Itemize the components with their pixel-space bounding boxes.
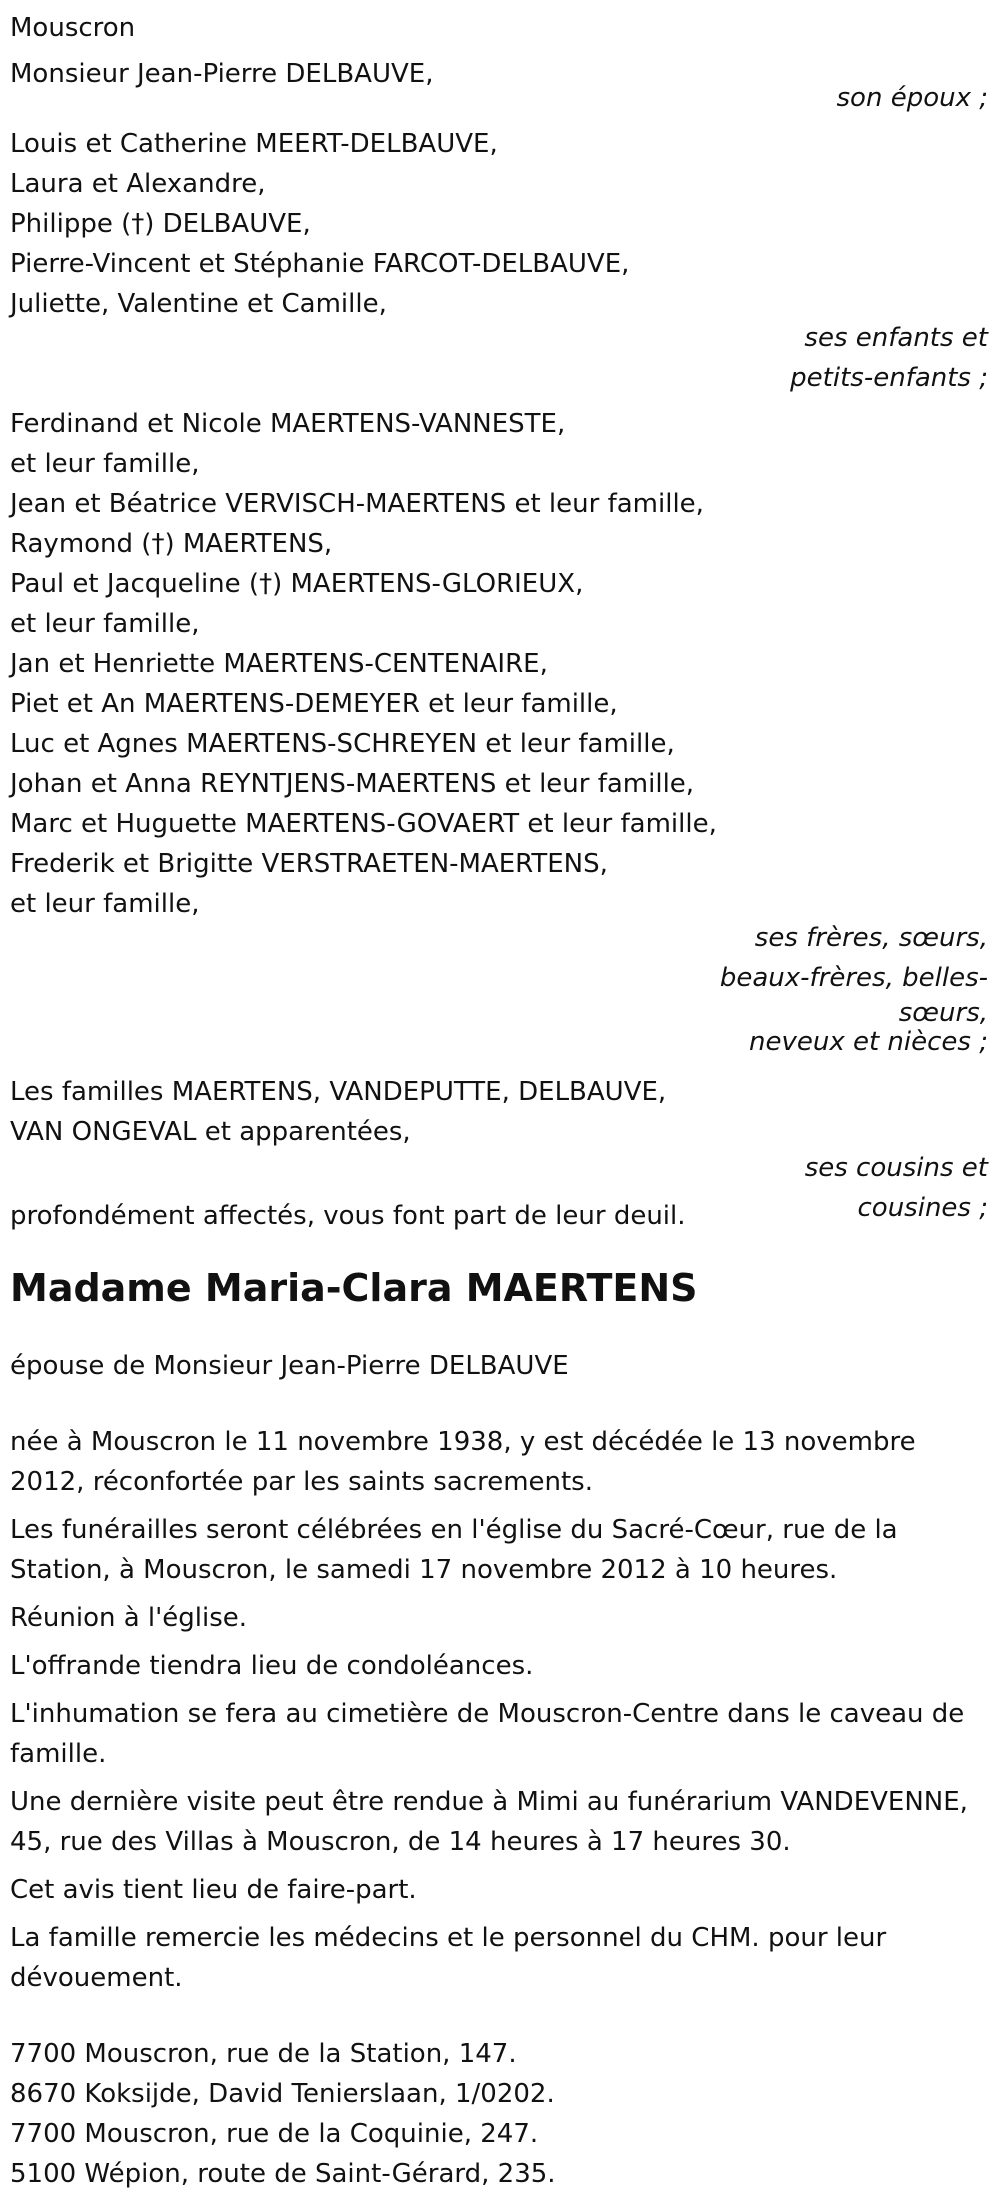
paragraph: L'inhumation se fera au cimetière de Mouscron-Centre dans le caveau de famille.	[10, 1699, 965, 1769]
paragraph: née à Mouscron le 11 novembre 1938, y est décédée le 13 novembre 2012, réconfortée par les saints sacrements.	[10, 1427, 916, 1497]
paragraph: Réunion à l'église.	[10, 1603, 248, 1633]
paragraph: Les funérailles seront célébrées en l'église du Sacré-Cœur, rue de la Station, à Mouscron, le samedi 17 novembre 2012 à 10 heures.	[10, 1515, 898, 1585]
sibling-line: Jan et Henriette MAERTENS-CENTENAIRE,	[10, 649, 548, 679]
relation-line: beaux-frères, belles-	[719, 963, 988, 993]
paragraph: Cet avis tient lieu de faire-part.	[10, 1875, 417, 1905]
sibling-line: Luc et Agnes MAERTENS-SCHREYEN et leur famille,	[10, 729, 675, 759]
sibling-line: Ferdinand et Nicole MAERTENS-VANNESTE,	[10, 409, 566, 439]
child-line: Juliette, Valentine et Camille,	[10, 289, 387, 319]
paragraph: La famille remercie les médecins et le personnel du CHM. pour leur dévouement.	[10, 1923, 887, 1993]
relation-line: neveux et nièces ;	[748, 1027, 988, 1057]
announcement-body	[10, 1422, 990, 1998]
address-line: 7700 Mouscron, rue de la Coquinie, 247.	[10, 2119, 539, 2149]
addresses-block	[10, 2034, 990, 2194]
place-label: Mouscron	[10, 13, 136, 43]
spouse-relation: son époux ;	[836, 83, 988, 113]
children-block	[10, 124, 990, 324]
closing-line: profondément affectés, vous font part de leur deuil.	[10, 1201, 686, 1231]
sibling-line: et leur famille,	[10, 449, 200, 479]
relation-line: sœurs,	[898, 998, 988, 1028]
child-line: Pierre-Vincent et Stéphanie FARCOT-DELBAUVE,	[10, 249, 630, 279]
sibling-line: Jean et Béatrice VERVISCH-MAERTENS et leur famille,	[10, 489, 704, 519]
sibling-line: Johan et Anna REYNTJENS-MAERTENS et leur famille,	[10, 769, 695, 799]
siblings-relation	[10, 918, 990, 1056]
sibling-line: Marc et Huguette MAERTENS-GOVAERT et leur famille,	[10, 809, 717, 839]
sibling-line: et leur famille,	[10, 889, 200, 919]
relation-line: cousines ;	[857, 1193, 988, 1223]
siblings-block	[10, 404, 990, 924]
children-relation	[10, 318, 990, 398]
sibling-line: Raymond (†) MAERTENS,	[10, 529, 333, 559]
address-line: 8670 Koksijde, David Tenierslaan, 1/0202.	[10, 2079, 555, 2109]
child-line: Louis et Catherine MEERT-DELBAUVE,	[10, 129, 498, 159]
child-line: Philippe (†) DELBAUVE,	[10, 209, 311, 239]
cousins-block	[10, 1072, 990, 1152]
paragraph: L'offrande tiendra lieu de condoléances.	[10, 1651, 534, 1681]
relation-line: ses frères, sœurs,	[754, 923, 988, 953]
address-line: 7700 Mouscron, rue de la Station, 147.	[10, 2039, 517, 2069]
cousin-line: Les familles MAERTENS, VANDEPUTTE, DELBAUVE,	[10, 1077, 667, 1107]
cousin-line: VAN ONGEVAL et apparentées,	[10, 1117, 411, 1147]
paragraph: Une dernière visite peut être rendue à Mimi au funérarium VANDEVENNE, 45, rue des Villas à Mouscron, de 14 heures à 17 heures 30.	[10, 1787, 968, 1857]
spouse-name: Monsieur Jean-Pierre DELBAUVE,	[10, 59, 434, 89]
deceased-name: Madame Maria-Clara MAERTENS	[10, 1266, 698, 1310]
relation-line: ses cousins et	[804, 1153, 988, 1183]
sibling-line: Piet et An MAERTENS-DEMEYER et leur famille,	[10, 689, 618, 719]
sibling-line: et leur famille,	[10, 609, 200, 639]
sibling-line: Paul et Jacqueline (†) MAERTENS-GLORIEUX,	[10, 569, 584, 599]
sibling-line: Frederik et Brigitte VERSTRAETEN-MAERTENS,	[10, 849, 608, 879]
relation-line: petits-enfants ;	[790, 363, 988, 393]
child-line: Laura et Alexandre,	[10, 169, 266, 199]
address-line: 5100 Wépion, route de Saint-Gérard, 235.	[10, 2159, 556, 2189]
spouse-of-line: épouse de Monsieur Jean-Pierre DELBAUVE	[10, 1351, 569, 1381]
relation-line: ses enfants et	[804, 323, 988, 353]
